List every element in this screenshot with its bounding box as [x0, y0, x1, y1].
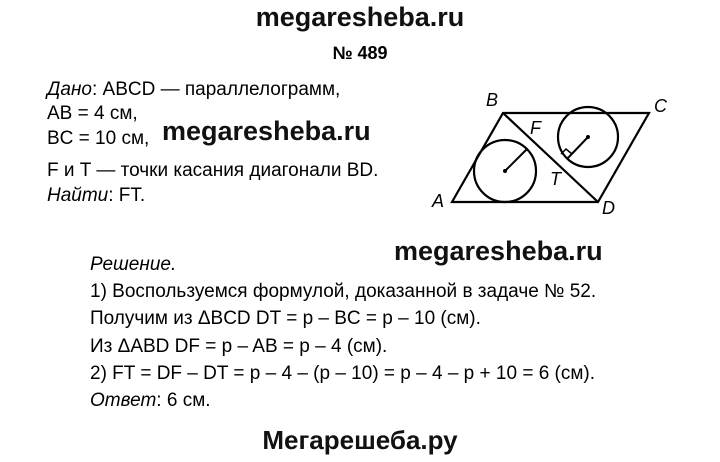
answer-text: : 6 см.: [156, 390, 211, 411]
given-line-4: F и T — точки касания диагонали BD.: [47, 160, 379, 181]
center-abd: [503, 169, 507, 173]
site-title: megaresheba.ru: [255, 2, 465, 32]
solution-title: Решение.: [90, 254, 177, 275]
label-t: T: [550, 169, 561, 189]
label-d: D: [602, 198, 615, 218]
radius-to-f: [505, 149, 527, 171]
center-bcd: [586, 135, 590, 139]
solution-step-1: 1) Воспользуемся формулой, доказанной в задаче № 52.: [90, 281, 597, 302]
find-text: : FT.: [108, 185, 146, 206]
watermark-middle: megaresheba.ru: [162, 116, 371, 146]
answer-line: [90, 390, 211, 412]
right-angle-mark: [561, 149, 572, 154]
label-a: A: [432, 191, 445, 211]
problem-number: № 489: [332, 43, 388, 63]
label-c: C: [654, 96, 667, 116]
solution-step-1b: Из ΔABD DF = p – AB = p – 4 (см).: [90, 336, 388, 357]
find-label: Найти: [47, 185, 109, 206]
given-label: Дано: [47, 79, 92, 100]
answer-label: Ответ: [90, 390, 157, 411]
given-text: : ABCD — параллелограмм,: [91, 79, 341, 100]
radius-to-t: [567, 137, 588, 159]
label-b: B: [486, 90, 499, 110]
solution-step-1a: Получим из ΔBCD DT = p – BC = p – 10 (см).: [90, 308, 481, 329]
given-line-3: BC = 10 см,: [47, 128, 150, 149]
solution-step-2: 2) FT = DF – DT = p – 4 – (p – 10) = p – 4 – p + 10 = 6 (см).: [90, 363, 596, 384]
watermark-lower: megaresheba.ru: [394, 236, 603, 266]
label-f: F: [530, 118, 541, 138]
footer-site: Мегарешеба.ру: [262, 425, 458, 455]
given-line-2: AB = 4 см,: [47, 103, 138, 124]
